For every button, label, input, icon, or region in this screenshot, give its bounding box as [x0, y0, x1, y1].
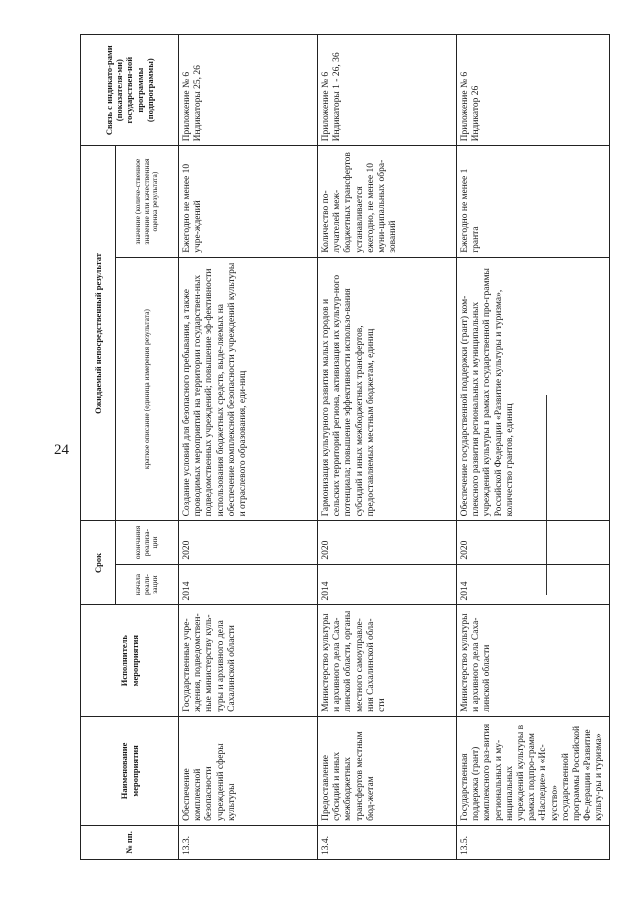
page-number: 24 — [54, 442, 69, 458]
row-desc: Гармонизация культурного развития малых городов и сельских территорий региона, активизация их культур-ного потенциала; повышение эффективности использо-вания субсидий и иных межбюджетных трансфертов, предоставляемых местным бюджетам, единиц — [318, 257, 457, 521]
header-executor: Исполнитель мероприятия — [81, 605, 179, 716]
header-row-1 — [81, 35, 116, 860]
rotated-table-wrapper — [80, 34, 605, 860]
row-link: Приложение № 6 Индикатор 26 — [457, 35, 610, 146]
row-desc: Создание условий для безопасного пребывания, а также проводимых мероприятий на территории государствен-ных подведомственных учреждений; повышение эф-фективности использования бюджетных средств, выде-ляемых на обеспечение комплексной безопасности учреждений культуры и отраслевого образования, еди-ниц — [179, 257, 318, 521]
activities-table — [80, 34, 610, 860]
row-executor: Министерство культуры и архивного дела Саха-линской области — [457, 605, 610, 716]
row-end: 2020 — [457, 521, 610, 564]
table-row — [318, 35, 457, 860]
row-num: 13.3. — [179, 825, 318, 859]
row-end: 2020 — [179, 521, 318, 564]
row-executor: Государственные учре-ждения, подведомствен-ные министерству куль-туры и архивного дела Сахалинской области — [179, 605, 318, 716]
row-end: 2020 — [318, 521, 457, 564]
row-link: Приложение № 6 Индикаторы 1 - 26, 36 — [318, 35, 457, 146]
header-result-value: значение (количе-ственное значение или качественная оценка результата) — [116, 146, 179, 257]
row-executor: Министерство культуры и архивного дела Саха-линской области, органы местного самоуправле-ния Сахалинской обла-сти — [318, 605, 457, 716]
row-start: 2014 — [457, 564, 610, 605]
table-row — [179, 35, 318, 860]
row-value: Количество по-лучателей меж-бюджетных трансфертов устанавливается ежегодно, не менее 10 муни-ципальных обра-зований — [318, 146, 457, 257]
row-start: 2014 — [179, 564, 318, 605]
header-term-end: окончания реализа-ции — [116, 521, 179, 564]
row-num: 13.4. — [318, 825, 457, 859]
header-link: Связь с индикато-рами (показателя-ми) государствен-ной программы (подпрограммы) — [81, 35, 179, 146]
header-name: Наименование мероприятия — [81, 716, 179, 825]
row-name: Обеспечение комплексной безопасности учреждений сферы культуры — [179, 716, 318, 825]
row-link: Приложение № 6 Индикаторы 25, 26 — [179, 35, 318, 146]
header-term-start: начала реали-зации — [116, 564, 179, 605]
header-result-desc: краткое описание (единица измерения результата) — [116, 257, 179, 521]
header-result: Ожидаемый непосредственный результат — [81, 146, 116, 521]
header-term: Срок — [81, 521, 116, 605]
row-value: Ежегодно не менее 1 гранта — [457, 146, 610, 257]
row-value: Ежегодно не менее 10 учре-ждений — [179, 146, 318, 257]
row-name: Государственная поддержка (грант) комплексного раз-вития региональных и му-ниципальных учреждений культуры в рамках подпро-грамм «Наследие» и «Ис-кусство» государственной программы Российской Фе-дерации «Развитие культу-ры и туризма» — [457, 716, 610, 825]
row-num: 13.5. — [457, 825, 610, 859]
row-desc: Обеспечение государственной поддержки (грант) ком-плексного развития региональных и муниципальных учреждений культуры в рамках государственной про-граммы Российской Федерации «Развитие культуры и туризма», количество грантов, единиц — [457, 257, 610, 521]
row-name: Предоставление субсидий и иных межбюджетных трансфертов местным бюд-жетам — [318, 716, 457, 825]
row-start: 2014 — [318, 564, 457, 605]
table-row — [457, 35, 610, 860]
header-num: № пп. — [81, 825, 179, 859]
